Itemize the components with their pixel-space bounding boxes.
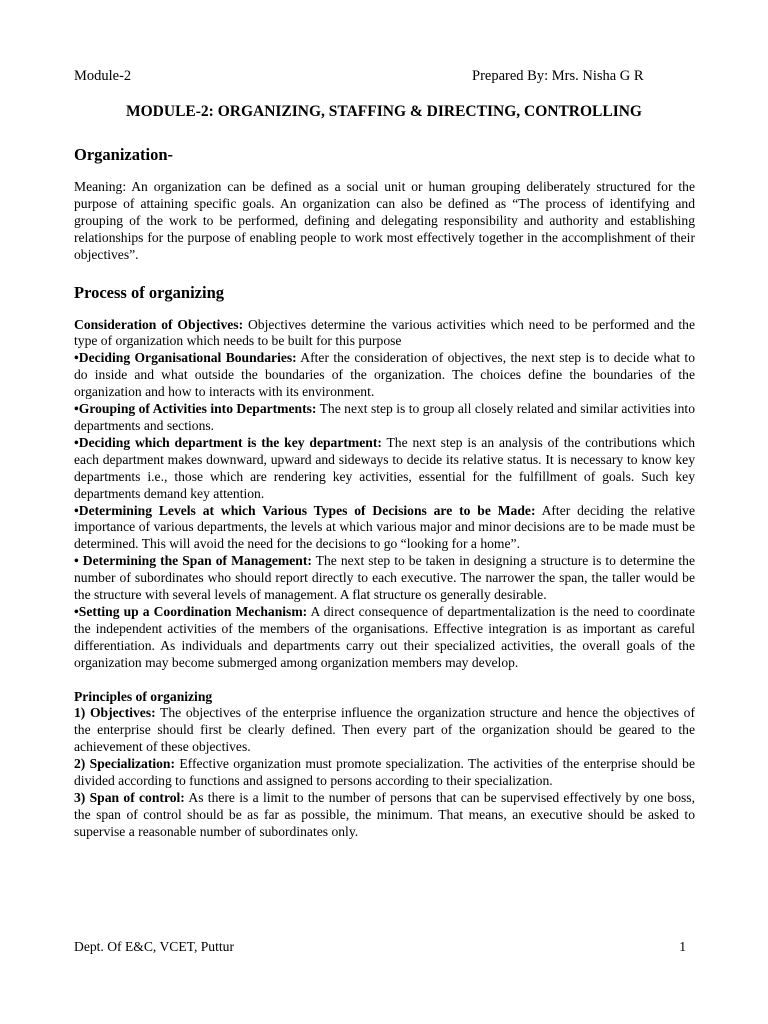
principles-heading: Principles of organizing: [74, 688, 213, 704]
principle-item-text: Effective organization must promote specialization. The activities of the enterprise should be divided according to functions and assigned to persons according to their specialization.: [74, 756, 695, 789]
process-item-term: • Determining the Span of Management:: [74, 553, 312, 569]
page-number: 1: [679, 939, 686, 954]
process-item: [74, 350, 695, 401]
process-item-text: After the consideration of objectives, the next step is to decide what to do inside and what outside the boundaries of the organization. The choices define the boundaries of the organization and how to interacts with its environment.: [74, 350, 695, 400]
header-module: Module-2: [74, 68, 132, 84]
document-title: MODULE-2: ORGANIZING, STAFFING & DIRECTING, CONTROLLING: [126, 103, 642, 120]
process-item: [74, 435, 695, 503]
process-item-term: •Setting up a Coordination Mechanism:: [74, 603, 308, 619]
process-item-term: •Deciding which department is the key department:: [74, 434, 382, 450]
footer-department: Dept. Of E&C, VCET, Puttur: [74, 939, 234, 954]
process-item: [74, 401, 695, 435]
process-item-term: Consideration of Objectives:: [74, 316, 244, 332]
process-item-text: Objectives determine the various activities which need to be performed and the type of organization which needs to be built for this purpose: [74, 316, 695, 349]
process-item-text: The next step is to group all closely related and similar activities into departments and sections.: [74, 401, 695, 433]
organization-meaning: Meaning: An organization can be defined as a social unit or human grouping deliberately structured for the purpose of attaining specific goals. An organization can also be defined as “The process of identifying and grouping of the work to be performed, defining and delegating responsibility and authority and establishing relationships for the purpose of enabling people to work most effectively together in the accomplishment of their objectives”.: [74, 179, 695, 262]
process-item: [74, 553, 695, 604]
process-item-term: •Determining Levels at which Various Types of Decisions are to be Made:: [74, 502, 536, 518]
principle-item: [74, 756, 695, 790]
header-author: Prepared By: Mrs. Nisha G R: [472, 68, 644, 84]
principle-item-term: 3) Span of control:: [74, 790, 185, 805]
process-item-text: The next step to be taken in designing a structure is to determine the number of subordinates who should report directly to each executive. The narrower the span, the taller would be the structure with several levels of management. A flat structure os generally desirable.: [74, 553, 695, 603]
document-body: [74, 145, 695, 841]
process-item: [74, 503, 695, 554]
process-item-text: The next step is an analysis of the contributions which each department makes downward, upward and sideways to decide its relative status. It is necessary to know key departments i.e., those which are rendering key activities, essential for the fulfillment of goals. Such key departments demand key attention.: [74, 434, 695, 501]
organization-heading: Organization-: [74, 145, 173, 164]
principle-item: [74, 705, 695, 756]
section-spacer: [74, 672, 695, 689]
process-heading: Process of organizing: [74, 282, 225, 302]
principle-item-text: The objectives of the enterprise influence the organization structure and hence the objectives of the enterprise should first be clearly defined. Then every part of the organization should be geared to the achievement of these objectives.: [74, 705, 695, 755]
process-item: [74, 317, 695, 351]
process-item-term: •Deciding Organisational Boundaries:: [74, 350, 297, 366]
principle-item-term: 2) Specialization:: [74, 756, 176, 772]
principle-item: [74, 790, 695, 841]
process-item-text: After deciding the relative importance of various departments, the levels at which various major and minor decisions are to be made must be determined. This will avoid the need for the decisions to go “looking for a home”.: [74, 502, 695, 552]
process-item-text: A direct consequence of departmentalization is the need to coordinate the independent activities of the members of the organisations. Effective integration is as important as careful differentiation. As individuals and departments carry out their specialized activities, the overall goals of the organization may become submerged among organization members may develop.: [74, 603, 695, 670]
process-item: [74, 604, 695, 672]
process-item-term: •Grouping of Activities into Departments:: [74, 401, 317, 417]
page-footer: [74, 939, 686, 955]
principle-item-text: As there is a limit to the number of persons that can be supervised effectively by one boss, the span of control should be as far as possible, the minimum. That means, an executive should be asked to supervise a reasonable number of subordinates only.: [74, 790, 695, 839]
principle-item-term: 1) Objectives:: [74, 705, 156, 721]
